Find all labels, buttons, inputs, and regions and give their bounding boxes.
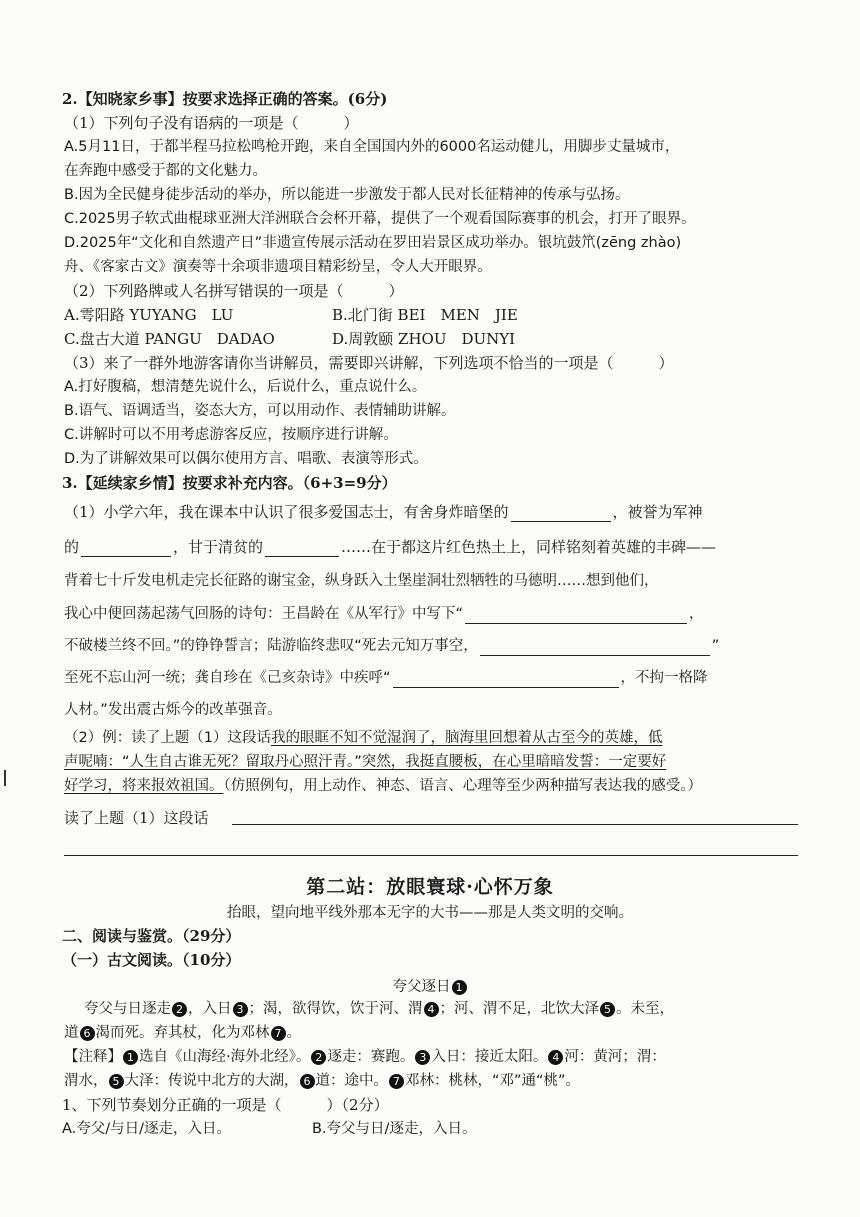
- q2-sub3: （3）来了一群外地游客请你当讲解员，需要即兴讲解，下列选项不恰当的一项是（ ）: [64, 354, 674, 372]
- q3-text: ，不拘一格降: [620, 670, 708, 686]
- note-marker: 1: [452, 980, 467, 995]
- q3-para-line2: [64, 537, 716, 557]
- notes-line1: [64, 1047, 666, 1067]
- q2-sub2-option-d: D.周敦颐 ZHOU DUNYI: [332, 330, 516, 348]
- q2-sub2-option-a: A.雩阳路 YUYANG LU: [64, 306, 234, 324]
- q2-sub3-option-a: A.打好腹稿，想清楚先说什么，后说什么，重点说什么。: [64, 379, 427, 395]
- note-text: 入日：接近太阳。: [431, 1049, 548, 1065]
- q2-option-a-line1: A.5月11日，于都半程马拉松鸣枪开跑，来自全国国内外的6000名运动健儿，用脚步丈量城市，: [64, 139, 680, 155]
- q3-text: ……在于都这片红色热土上，同样铭刻着英雄的丰碑——: [341, 538, 717, 556]
- passage-text: 夸父与日逐走: [84, 1001, 171, 1017]
- reading-q1-option-b: B.夸父与日/逐走，入日。: [312, 1121, 477, 1137]
- scan-mark: [4, 770, 6, 786]
- answer-line[interactable]: [64, 855, 798, 856]
- station-subtitle: 抬眼，望向地平线外那本无字的大书——那是人类文明的交响。: [227, 905, 633, 921]
- note-text: 选自《山海经·海外北经》。: [139, 1049, 311, 1065]
- q2-sub1: （1）下列句子没有语病的一项是（ ）: [64, 114, 359, 132]
- reading-q1: 1、下列节奏划分正确的一项是（ ）（2分）: [62, 1096, 389, 1114]
- q2-sub3-option-c: C.讲解时可以不用考虑游客反应，按顺序进行讲解。: [64, 427, 398, 443]
- note-marker: 7: [271, 1026, 286, 1041]
- note-marker: 5: [109, 1074, 124, 1089]
- q3-text: ，甘于清贫的: [173, 538, 264, 556]
- passage-text: 道: [64, 1025, 79, 1041]
- note-marker: 1: [123, 1050, 138, 1065]
- answer-line[interactable]: [232, 824, 798, 825]
- passage-text: ；渴，欲得饮，饮于河、渭: [248, 1001, 423, 1017]
- q3-text: （1）小学六年，我在课本中认识了很多爱国志士，有舍身炸暗堡的: [64, 503, 509, 521]
- note-marker: 5: [600, 1002, 615, 1017]
- q3-text: 不破楼兰终不回。”的铮铮誓言；陆游临终悲叹“死去元知万事空，: [64, 638, 478, 654]
- answer-blank[interactable]: [81, 542, 171, 557]
- q2-sub3-option-b: B.语气、语调适当，姿态大方，可以用动作、表情辅助讲解。: [64, 403, 456, 419]
- passage-title-text: 夸父逐日: [392, 979, 451, 995]
- note-marker: 6: [300, 1074, 315, 1089]
- passage-text: 渴而死。弃其杖，化为邓林: [95, 1025, 270, 1041]
- q3-text: （仿照例句，用上动作、神态、语言、心理等至少两种描写表达我的感受。）: [223, 778, 702, 794]
- note-text: 大泽：传说中北方的大湖，: [124, 1073, 299, 1089]
- q3-example-line3: [64, 776, 702, 796]
- note-marker: 3: [233, 1002, 248, 1017]
- q3-para-line4: [64, 604, 704, 624]
- part-title: （一）古文阅读。（10分）: [62, 951, 241, 969]
- note-marker: 2: [311, 1050, 326, 1065]
- q3-example-line1: [64, 728, 662, 748]
- answer-blank[interactable]: [393, 673, 619, 688]
- q3-text: （2）例：读了上题（1）这段话: [64, 730, 271, 746]
- passage-text: ；河、渭不足，北饮大泽: [439, 1001, 599, 1017]
- section-title: 二、阅读与鉴赏。（29分）: [62, 927, 241, 945]
- q2-option-d-line2: 舟、《客家古文》演奏等十余项非遗项目精彩纷呈，令人大开眼界。: [64, 259, 492, 275]
- answer-blank[interactable]: [511, 507, 611, 522]
- q3-text: ，被誉为军神: [612, 503, 703, 521]
- example-sentence: 好学习，将来报效祖国。: [64, 778, 224, 794]
- example-sentence: 我的眼眶不知不觉湿润了，脑海里回想着从古至今的英雄，低: [270, 730, 663, 746]
- q3-text: 至死不忘山河一统；龚自珍在《己亥杂诗》中疾呼“: [64, 670, 391, 686]
- passage-line2: [64, 1023, 301, 1043]
- note-text: 河：黄河；渭：: [564, 1049, 666, 1065]
- q3-para-line3: 背着七十斤发电机走完长征路的谢宝金，纵身跃入土堡崖洞壮烈牺牲的马德明……想到他们，: [64, 573, 659, 589]
- note-text: 逐走：赛跑。: [327, 1049, 415, 1065]
- q3-para-line1: [64, 502, 703, 522]
- station-title: 第二站：放眼寰球·心怀万象: [306, 876, 554, 898]
- passage-text: ，入日: [188, 1001, 232, 1017]
- note-marker: 4: [548, 1050, 563, 1065]
- q2-option-b: B.因为全民健身徒步活动的举办，所以能进一步激发于都人民对长征精神的传承与弘扬。: [64, 187, 630, 203]
- answer-blank[interactable]: [465, 609, 687, 624]
- note-text: 邓林：桃林，“邓”通“桃”。: [405, 1073, 581, 1089]
- q2-option-a-line2: 在奔跑中感受于都的文化魅力。: [64, 163, 267, 179]
- note-marker: 4: [424, 1002, 439, 1017]
- q3-para-line5: [64, 636, 719, 656]
- q2-title: 2.【知晓家乡事】按要求选择正确的答案。(6分): [62, 90, 388, 108]
- q3-para-line7: 人材。”发出震古烁今的改革强音。: [64, 702, 282, 718]
- note-marker: 7: [389, 1074, 404, 1089]
- note-marker: 3: [415, 1050, 430, 1065]
- q2-option-d-line1: D.2025年“文化和自然遗产日”非遗宣传展示活动在罗田岩景区成功举办。银坑鼓笊(zēng zhào): [64, 235, 682, 251]
- note-text: 道：途中。: [315, 1073, 388, 1089]
- note-marker: 6: [80, 1026, 95, 1041]
- passage-text: 。: [286, 1025, 301, 1041]
- note-text: 渭水，: [64, 1073, 108, 1089]
- q2-sub3-option-d: D.为了讲解效果可以偶尔使用方言、唱歌、表演等形式。: [64, 451, 428, 467]
- answer-lead: 读了上题（1）这段话: [64, 809, 209, 827]
- q3-text: 的: [64, 538, 80, 556]
- q2-sub2-option-b: B.北门街 BEI MEN JIE: [332, 306, 518, 324]
- passage-line1: [84, 999, 674, 1019]
- answer-blank[interactable]: [480, 641, 710, 656]
- notes-line2: [64, 1071, 580, 1091]
- q2-sub2-option-c: C.盘古大道 PANGU DADAO: [64, 330, 275, 348]
- passage-title: [0, 975, 860, 996]
- reading-q1-option-a: A.夸父/与日/逐走，入日。: [62, 1121, 232, 1137]
- q3-text: ，: [689, 606, 704, 622]
- q3-text: 我心中便回荡起荡气回肠的诗句：王昌龄在《从军行》中写下“: [64, 606, 464, 622]
- notes-label: 【注释】: [64, 1049, 122, 1065]
- q3-text: ”: [711, 638, 720, 654]
- example-sentence-line2: 声呢喃：“人生自古谁无死？留取丹心照汗青。”突然，我挺直腰板，在心里暗暗发誓：一定要好: [64, 754, 667, 770]
- passage-text: 。未至，: [616, 1001, 674, 1017]
- answer-blank[interactable]: [265, 542, 339, 557]
- q2-option-c: C.2025男子软式曲棍球亚洲大洋洲联合会杯开幕，提供了一个观看国际赛事的机会，打开了眼界。: [64, 211, 696, 227]
- q3-para-line6: [64, 668, 708, 688]
- note-marker: 2: [172, 1002, 187, 1017]
- q2-sub2: （2）下列路牌或人名拼写错误的一项是（ ）: [64, 282, 404, 300]
- q3-title: 3.【延续家乡情】按要求补充内容。（6+3=9分）: [62, 474, 397, 492]
